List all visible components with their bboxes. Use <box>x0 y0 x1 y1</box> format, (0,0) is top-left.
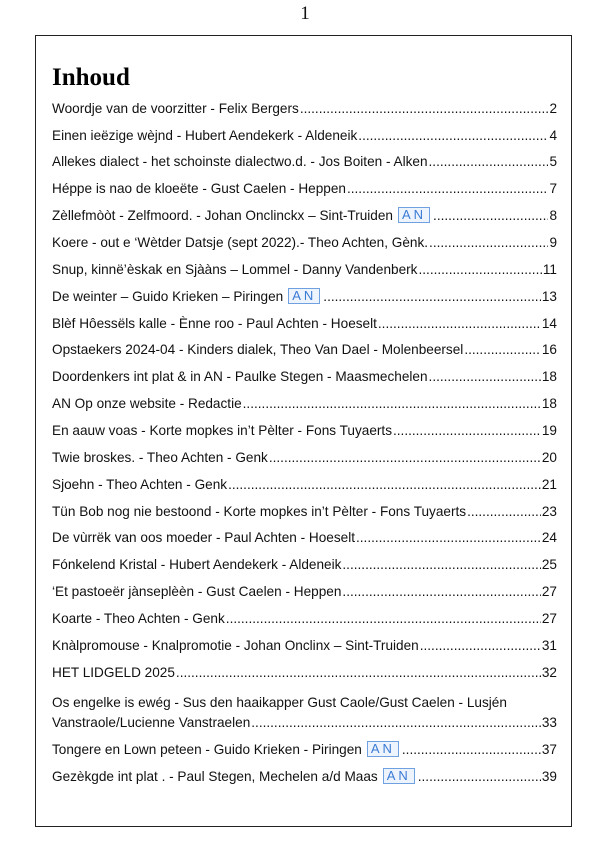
toc-entry-row <box>52 502 557 522</box>
toc-entry[interactable] <box>52 767 557 787</box>
toc-entry-title: Allekes dialect - het schoinste dialectwo.d. - Jos Boiten - Alken <box>52 154 428 169</box>
toc-leader-dots <box>418 767 541 787</box>
toc-page-number: 18 <box>541 369 557 384</box>
toc-leader-dots <box>433 206 548 226</box>
toc-leader-dots <box>269 448 541 468</box>
toc-entry[interactable] <box>52 260 557 280</box>
toc-entry-title: Koere - out e ‘Wètder Datsje (sept 2022).- Theo Achten, Gènk. <box>52 235 429 250</box>
toc-leader-dots <box>176 663 541 683</box>
toc-entry[interactable] <box>52 233 557 253</box>
toc-entry-title: Doordenkers int plat & in AN - Paulke Stegen - Maasmechelen <box>52 369 428 384</box>
toc-leader-dots <box>251 713 541 733</box>
toc-entry-title: Héppe is nao de kloeëte - Gust Caelen - Heppen <box>52 181 346 196</box>
toc-page-number: 8 <box>549 208 557 223</box>
toc-entry[interactable] <box>52 126 557 146</box>
toc-entry-row <box>52 206 557 226</box>
toc-page-number: 39 <box>541 769 557 784</box>
toc-entry[interactable] <box>52 448 557 468</box>
toc-page-number: 23 <box>541 504 557 519</box>
toc-page-number: 31 <box>541 638 557 653</box>
toc-entry-title: Blèf Hôessëls kalle - Ènne roo - Paul Achten - Hoeselt <box>52 316 377 331</box>
toc-entry[interactable] <box>52 367 557 387</box>
toc-entry-row <box>52 609 557 629</box>
toc-title: Inhoud <box>52 64 130 91</box>
page-number: 1 <box>300 3 310 24</box>
toc-page-number: 32 <box>541 665 557 680</box>
toc-entry-title: Koarte - Theo Achten - Genk <box>52 611 225 626</box>
toc-entry[interactable] <box>52 693 557 733</box>
toc-leader-dots <box>429 152 549 172</box>
toc-entry[interactable] <box>52 314 557 334</box>
toc-entry-row <box>52 555 557 575</box>
toc-entry-title-continued: Vanstraole/Lucienne Vanstraelen <box>52 715 251 730</box>
toc-leader-dots <box>228 475 541 495</box>
toc-leader-dots <box>429 367 541 387</box>
toc-leader-dots <box>323 287 541 307</box>
toc-entry[interactable] <box>52 528 557 548</box>
toc-entry-title: De vùrrëk van oos moeder - Paul Achten - Hoeselt <box>52 530 355 545</box>
toc-entry[interactable] <box>52 740 557 760</box>
toc-entry-row <box>52 421 557 441</box>
toc-leader-dots <box>464 340 541 360</box>
toc-entry-title: Tongere en Lown peteen - Guido Krieken - Piringen <box>52 742 362 757</box>
toc-page-number: 19 <box>541 423 557 438</box>
toc-entry[interactable] <box>52 421 557 441</box>
toc-entry-row <box>52 99 557 119</box>
toc-entry[interactable] <box>52 555 557 575</box>
toc-entry-title: Tün Bob nog nie bestoond - Korte mopkes in’t Pèlter - Fons Tuyaerts <box>52 504 467 519</box>
toc-leader-dots <box>300 99 549 119</box>
toc-leader-dots <box>347 179 548 199</box>
toc-entry-row <box>52 582 557 602</box>
toc-leader-dots <box>356 528 541 548</box>
toc-entry-row <box>52 740 557 760</box>
toc-entry-row <box>52 448 557 468</box>
toc-leader-dots <box>420 636 541 656</box>
toc-leader-dots <box>243 394 541 414</box>
toc-entry[interactable] <box>52 394 557 414</box>
toc-page-number: 25 <box>541 557 557 572</box>
toc-entry-title: Zèllefmòòt - Zelfmoord. - Johan Onclinckx – Sint-Truiden <box>52 208 393 223</box>
toc-page-number: 13 <box>541 289 557 304</box>
toc-entry-row <box>52 636 557 656</box>
toc-entry-title: Woordje van de voorzitter - Felix Bergers <box>52 101 299 116</box>
toc-entry-title: Os engelke is ewég - Sus den haaikapper Gust Caole/Gust Caelen - Lusjén <box>52 695 507 710</box>
an-translation-badge: AN <box>383 768 415 784</box>
toc-leader-dots <box>226 609 541 629</box>
toc-entry[interactable] <box>52 502 557 522</box>
toc-leader-dots <box>429 233 548 253</box>
toc-entry-title: AN Op onze website - Redactie <box>52 396 242 411</box>
toc-entry[interactable] <box>52 582 557 602</box>
toc-entry-row <box>52 663 557 683</box>
toc-leader-dots <box>358 126 548 146</box>
toc-entry-title: HET LIDGELD 2025 <box>52 665 175 680</box>
toc-entry-title: Einen ieëzige wèjnd - Hubert Aendekerk - Aldeneik <box>52 128 358 143</box>
toc-entry[interactable] <box>52 179 557 199</box>
toc-entry-row <box>52 475 557 495</box>
toc-entry-row <box>52 340 557 360</box>
toc-leader-dots <box>342 582 540 602</box>
toc-entry-row <box>52 767 557 787</box>
toc-entry-row <box>52 713 557 733</box>
toc-entry-title: ‘Et pastoeër jànseplèèn - Gust Caelen - Heppen <box>52 584 342 599</box>
toc-entry-title: Gezèkgde int plat . - Paul Stegen, Mechelen a/d Maas <box>52 769 378 784</box>
toc-page-number: 4 <box>549 128 557 143</box>
toc-entry[interactable] <box>52 340 557 360</box>
toc-page-number: 21 <box>541 477 557 492</box>
toc-page-number: 2 <box>549 101 557 116</box>
toc-page-number: 20 <box>541 450 557 465</box>
toc-page-number: 5 <box>549 154 557 169</box>
an-translation-badge: AN <box>367 741 399 757</box>
toc-page-number: 16 <box>541 342 557 357</box>
toc-entry-row <box>52 314 557 334</box>
toc-entry[interactable] <box>52 663 557 683</box>
toc-entry-row <box>52 179 557 199</box>
toc-leader-dots <box>393 421 541 441</box>
toc-entry[interactable] <box>52 287 557 307</box>
toc-entry-row <box>52 260 557 280</box>
an-translation-badge: AN <box>288 288 320 304</box>
toc-page-number: 37 <box>541 742 557 757</box>
toc-entry-row <box>52 126 557 146</box>
toc-entry-title: Knàlpromouse - Knalpromotie - Johan Onclinx – Sint-Truiden <box>52 638 419 653</box>
an-translation-badge: AN <box>398 207 430 223</box>
toc-leader-dots <box>378 314 541 334</box>
toc-entry-row <box>52 367 557 387</box>
toc-page-number: 18 <box>541 396 557 411</box>
toc-entry-title: Opstaekers 2024-04 - Kinders dialek, Theo Van Dael - Molenbeersel <box>52 342 464 357</box>
toc-entry-title: Snup, kinnë’èskak en Sjààns – Lommel - Danny Vandenberk <box>52 262 418 277</box>
toc-entry-row <box>52 528 557 548</box>
toc-page-number: 9 <box>549 235 557 250</box>
toc-leader-dots <box>418 260 541 280</box>
toc-entry-row <box>52 394 557 414</box>
toc-entry-row <box>52 152 557 172</box>
toc-page-number: 33 <box>541 715 557 730</box>
toc-entry[interactable] <box>52 99 557 119</box>
toc-entry[interactable] <box>52 152 557 172</box>
toc-entry-title: En aauw voas - Korte mopkes in’t Pèlter - Fons Tuyaerts <box>52 423 392 438</box>
toc-entry[interactable] <box>52 206 557 226</box>
toc-page-number: 27 <box>541 611 557 626</box>
toc-entry-title: Twie broskes. - Theo Achten - Genk <box>52 450 268 465</box>
toc-page-number: 14 <box>541 316 557 331</box>
toc-entry-title: De weinter – Guido Krieken – Piringen <box>52 289 284 304</box>
toc-entry-row <box>52 233 557 253</box>
toc-page-number: 27 <box>541 584 557 599</box>
toc-leader-dots <box>402 740 541 760</box>
toc-page-number: 11 <box>542 262 557 277</box>
toc-page-number: 24 <box>541 530 557 545</box>
toc-entry[interactable] <box>52 609 557 629</box>
toc-entry-row <box>52 287 557 307</box>
toc-entry[interactable] <box>52 636 557 656</box>
toc-leader-dots <box>467 502 541 522</box>
toc-entry[interactable] <box>52 475 557 495</box>
toc-leader-dots <box>342 555 540 575</box>
toc-entry-title: Sjoehn - Theo Achten - Genk <box>52 477 228 492</box>
toc-entry-title: Fónkelend Kristal - Hubert Aendekerk - Aldeneik <box>52 557 342 572</box>
toc-page-number: 7 <box>549 181 557 196</box>
